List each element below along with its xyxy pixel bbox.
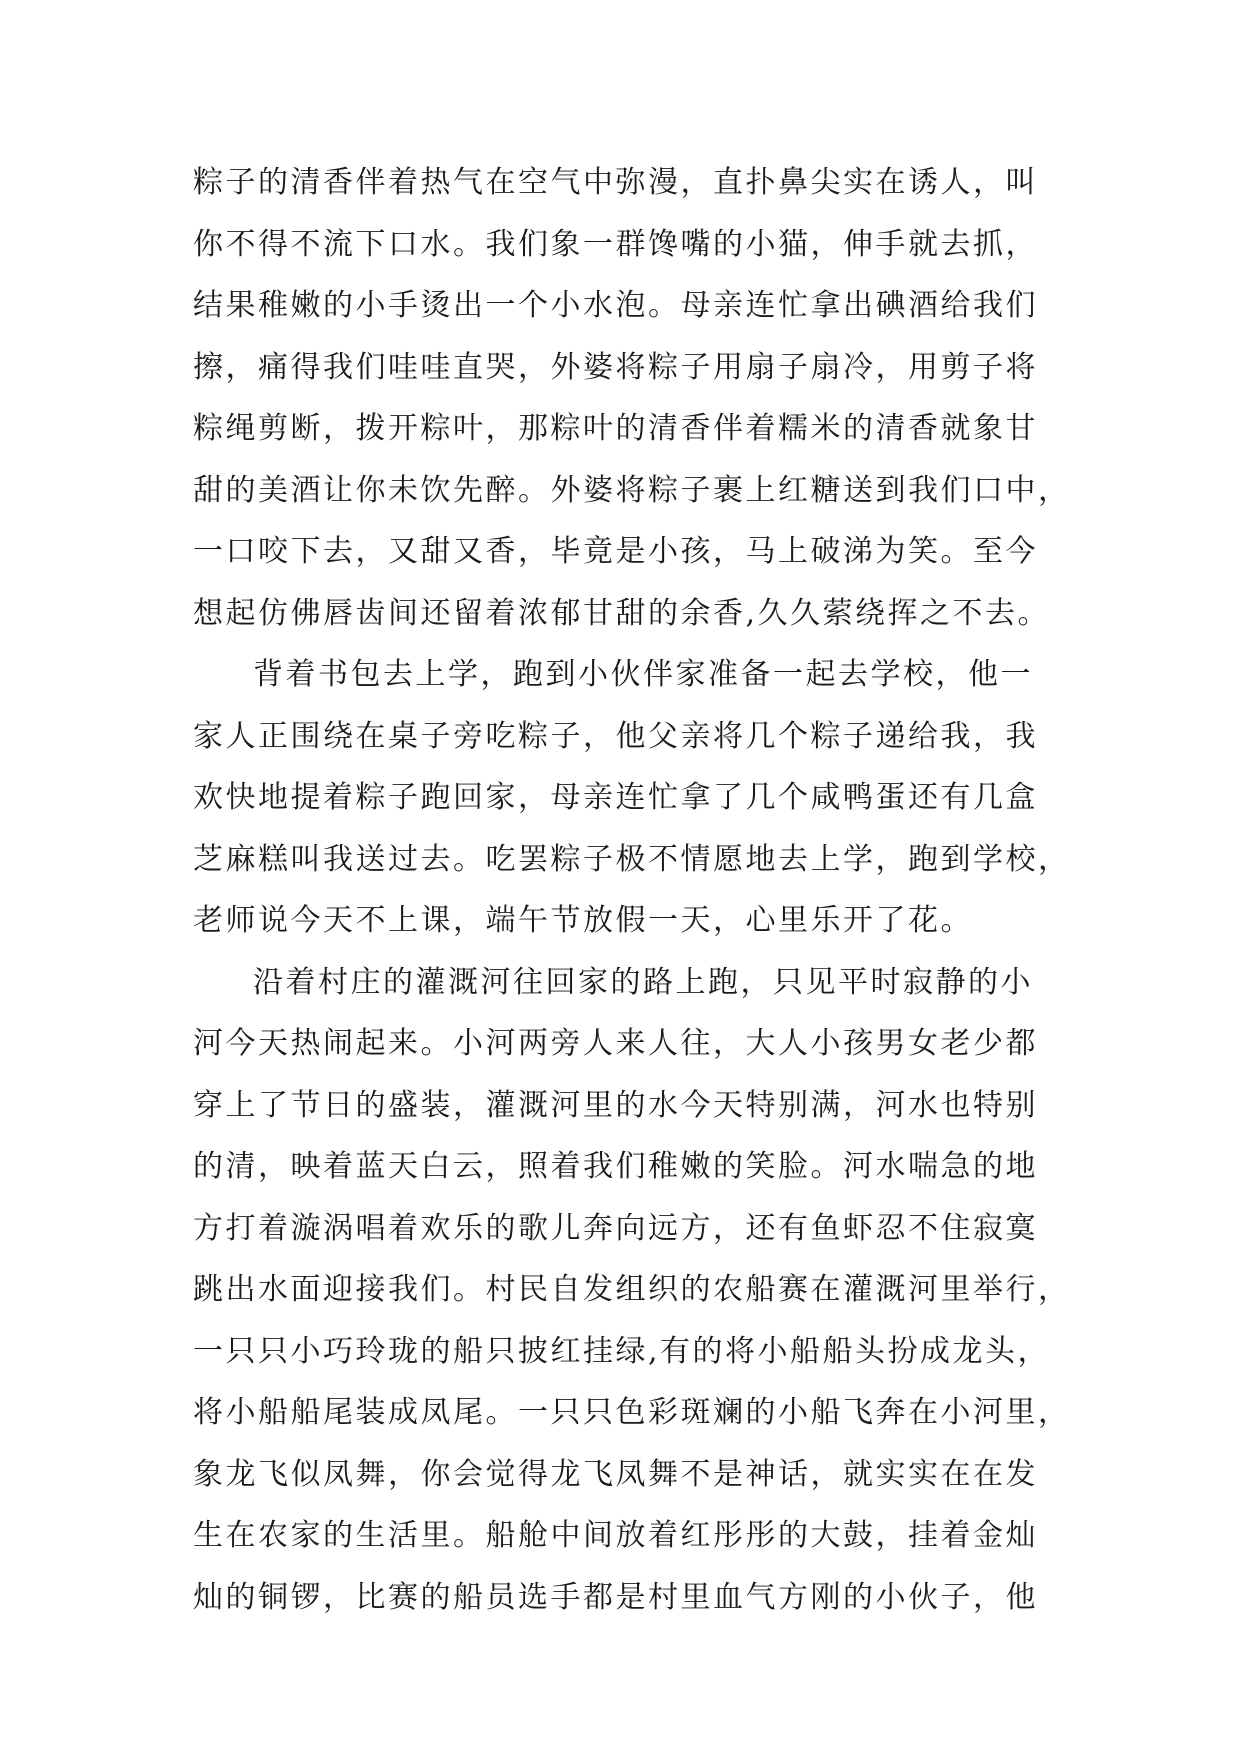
text-line: 你不得不流下口水。我们象一群馋嘴的小猫，伸手就去抓，	[193, 226, 1038, 262]
text-line: 一只只小巧玲珑的船只披红挂绿,有的将小船船头扮成龙头，	[193, 1333, 1051, 1369]
text-line: 的清，映着蓝天白云，照着我们稚嫩的笑脸。河水喘急的地	[193, 1149, 1038, 1184]
text-line: 象龙飞似凤舞，你会觉得龙飞凤舞不是神话，就实实在在发	[193, 1456, 1038, 1492]
text-line: 欢快地提着粽子跑回家，母亲连忙拿了几个咸鸭蛋还有几盒	[193, 780, 1038, 815]
text-line: 生在农家的生活里。船舱中间放着红彤彤的大鼓，挂着金灿	[193, 1518, 1038, 1553]
text-line: 方打着漩涡唱着欢乐的歌儿奔向远方，还有鱼虾忍不住寂寞	[193, 1210, 1038, 1246]
article-body	[193, 163, 1071, 1639]
text-line: 跳出水面迎接我们。村民自发组织的农船赛在灌溉河里举行，	[193, 1272, 1071, 1307]
text-line: 结果稚嫩的小手烫出一个小水泡。母亲连忙拿出碘酒给我们	[193, 288, 1038, 323]
text-line: 芝麻糕叫我送过去。吃罢粽子极不情愿地去上学，跑到学校，	[193, 841, 1071, 877]
text-line: 河今天热闹起来。小河两旁人来人往，大人小孩男女老少都	[193, 1026, 1038, 1061]
text-line: 粽绳剪断，拨开粽叶，那粽叶的清香伴着糯米的清香就象甘	[193, 411, 1038, 446]
paragraph-start-line: 背着书包去上学，跑到小伙伴家准备一起去学校，他一	[253, 657, 1033, 692]
text-line: 灿的铜锣，比赛的船员选手都是村里血气方刚的小伙子，他	[193, 1579, 1038, 1615]
text-line: 甜的美酒让你未饮先醉。外婆将粽子裹上红糖送到我们口中，	[193, 472, 1071, 508]
text-line: 将小船船尾装成凤尾。一只只色彩斑斓的小船飞奔在小河里，	[193, 1395, 1071, 1430]
text-line: 擦，痛得我们哇哇直哭，外婆将粽子用扇子扇冷，用剪子将	[193, 349, 1038, 385]
text-line: 家人正围绕在桌子旁吃粽子，他父亲将几个粽子递给我，我	[193, 718, 1038, 754]
text-line: 想起仿佛唇齿间还留着浓郁甘甜的余香,久久萦绕挥之不去。	[193, 595, 1051, 631]
text-line: 老师说今天不上课，端午节放假一天，心里乐开了花。	[193, 903, 973, 938]
text-line: 一口咬下去，又甜又香，毕竟是小孩，马上破涕为笑。至今	[193, 534, 1038, 569]
text-line: 穿上了节日的盛装，灌溉河里的水今天特别满，河水也特别	[193, 1087, 1038, 1123]
paragraph-start-line: 沿着村庄的灌溉河往回家的路上跑，只见平时寂静的小	[253, 964, 1033, 1000]
text-line: 粽子的清香伴着热气在空气中弥漫，直扑鼻尖实在诱人，叫	[193, 165, 1038, 200]
